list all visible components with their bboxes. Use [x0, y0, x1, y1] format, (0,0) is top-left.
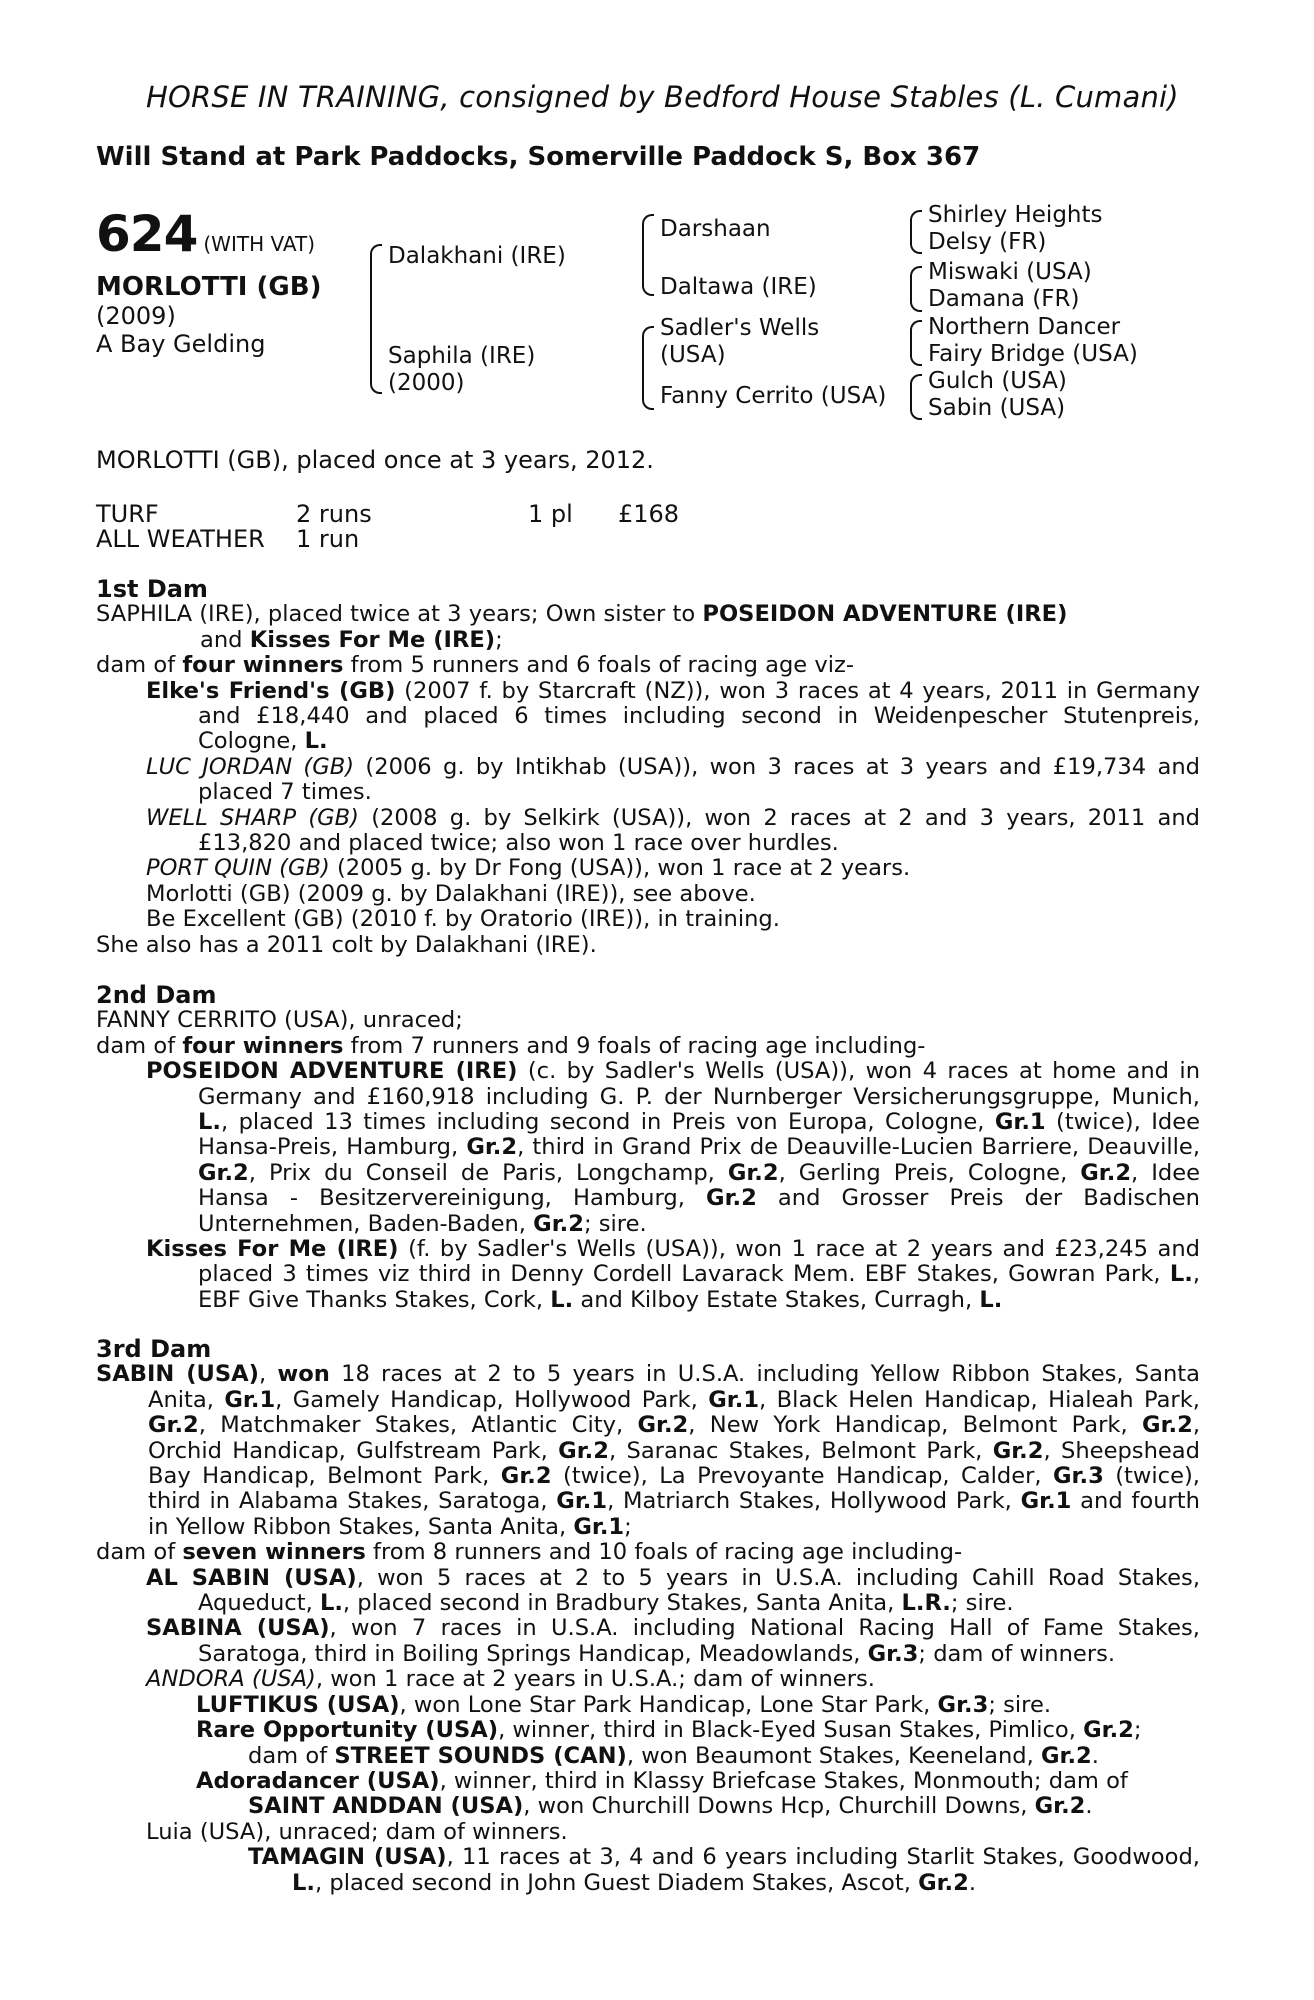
first-dam-section	[96, 577, 1200, 958]
second-dam-section	[96, 983, 1200, 1313]
pedigree-sire: Dalakhani (IRE)	[388, 243, 566, 269]
record-turf-label: TURF	[96, 500, 159, 528]
third-dam-grand-2b: dam of STREET SOUNDS (CAN), won Beaumont Stakes, Keeneland, Gr.2.	[248, 1742, 1099, 1769]
race-summary: MORLOTTI (GB), placed once at 3 years, 2012.	[96, 446, 654, 474]
record-turf-runs: 2 runs	[296, 500, 372, 528]
first-dam-progeny-5: Morlotti (GB) (2009 g. by Dalakhani (IRE)), see above.	[146, 880, 756, 907]
second-dam-progeny-1: POSEIDON ADVENTURE (IRE) (c. by Sadler's Wells (USA)), won 4 races at home and in Germany and £160,918 including G. P. der Nurnberger Versicherungsgruppe, Munich, L., placed 13 times including second in Preis von Europa, Cologne, Gr.1 (twice), Idee Hansa-Preis, Hamburg, Gr.2, third in Grand Prix de Deauville-Lucien Barriere, Deauville, Gr.2, Prix du Conseil de Paris, Longchamp, Gr.2, Gerling Preis, Cologne, Gr.2, Idee Hansa - Besitzervereinigung, Hamburg, Gr.2 and Grosser Preis der Badischen Unternehmen, Baden-Baden, Gr.2; sire.	[146, 1058, 1201, 1237]
third-dam-progeny-2: SABINA (USA), won 7 races in U.S.A. including National Racing Hall of Fame Stakes, Saratoga, third in Boiling Springs Handicap, Meadowlands, Gr.3; dam of winners.	[146, 1615, 1200, 1667]
pedigree-sss: Shirley Heights	[928, 202, 1103, 228]
record-turf-placed: 1 pl	[528, 500, 573, 528]
pedigree-brace-3b	[910, 266, 922, 312]
first-dam-progeny-3: WELL SHARP (GB) (2008 g. by Selkirk (USA)), won 2 races at 2 and 3 years, 2011 and £13,820 and placed twice; also won 1 race over hurdles.	[146, 804, 1200, 857]
third-dam-grand-4: TAMAGIN (USA), 11 races at 3, 4 and 6 years including Starlit Stakes, Goodwood, L., placed second in John Guest Diadem Stakes, Ascot, Gr.2.	[248, 1844, 1200, 1896]
third-dam-heading: 3rd Dam	[96, 1335, 212, 1363]
pedigree-brace-2a	[642, 214, 654, 296]
third-dam-grand-1: LUFTIKUS (USA), won Lone Star Park Handicap, Lone Star Park, Gr.3; sire.	[196, 1691, 1052, 1718]
pedigree-ddd: Sabin (USA)	[928, 395, 1066, 421]
third-dam-section	[96, 1337, 1200, 1896]
third-dam-progeny-3: ANDORA (USA), won 1 race at 2 years in U.S.A.; dam of winners.	[146, 1666, 875, 1693]
third-dam-grand-2: Rare Opportunity (USA), winner, third in Black-Eyed Susan Stakes, Pimlico, Gr.2;	[196, 1717, 1142, 1744]
horse-year: (2009)	[96, 302, 176, 330]
record-turf-prize: £168	[618, 500, 680, 528]
first-dam-summary: dam of four winners from 5 runners and 6 foals of racing age viz-	[96, 652, 855, 679]
pedigree-dds: Gulch (USA)	[928, 368, 1067, 394]
first-dam-progeny-1: Elke's Friend's (GB) (2007 f. by Starcraft (NZ)), won 3 races at 4 years, 2011 in Germany and £18,440 and placed 6 times including second in Weidenpescher Stutenpreis, Cologne, L.	[146, 677, 1200, 755]
second-dam-line1: FANNY CERRITO (USA), unraced;	[96, 1007, 463, 1034]
first-dam-note: She also has a 2011 colt by Dalakhani (IRE).	[96, 931, 597, 958]
lot-number-block	[96, 205, 315, 263]
third-dam-grand-3b: SAINT ANDDAN (USA), won Churchill Downs Hcp, Churchill Downs, Gr.2.	[248, 1793, 1093, 1820]
first-dam-progeny-2: LUC JORDAN (GB) (2006 g. by Intikhab (USA)), won 3 races at 3 years and £19,734 and placed 7 times.	[146, 753, 1200, 806]
page-header: HORSE IN TRAINING, consigned by Bedford House Stables (L. Cumani)	[146, 80, 1179, 114]
record-aw-runs: 1 run	[296, 525, 360, 553]
pedigree-brace-3a	[910, 210, 922, 254]
pedigree-dam-dam: Fanny Cerrito (USA)	[660, 383, 887, 409]
pedigree-dam: Saphila (IRE)	[388, 343, 536, 369]
third-dam-progeny-1: AL SABIN (USA), won 5 races at 2 to 5 years in U.S.A. including Cahill Road Stakes, Aqueduct, L., placed second in Bradbury Stakes, Santa Anita, L.R.; sire.	[146, 1564, 1201, 1617]
third-dam-progeny-4: Luia (USA), unraced; dam of winners.	[146, 1818, 568, 1845]
pedigree-dss: Northern Dancer	[928, 314, 1121, 340]
pedigree-brace-2b	[642, 326, 654, 410]
first-dam-progeny-6: Be Excellent (GB) (2010 f. by Oratorio (IRE)), in training.	[146, 906, 780, 933]
third-dam-summary: dam of seven winners from 8 runners and 10 foals of racing age including-	[96, 1539, 963, 1566]
stand-location: Will Stand at Park Paddocks, Somerville Paddock S, Box 367	[96, 142, 981, 172]
second-dam-summary: dam of four winners from 7 runners and 9 foals of racing age including-	[96, 1032, 926, 1059]
first-dam-heading: 1st Dam	[96, 575, 208, 603]
horse-description: A Bay Gelding	[96, 330, 266, 358]
third-dam-sabin: SABIN (USA), won 18 races at 2 to 5 years in U.S.A. including Yellow Ribbon Stakes, Santa Anita, Gr.1, Gamely Handicap, Hollywood Park, Gr.1, Black Helen Handicap, Hialeah Park, Gr.2, Matchmaker Stakes, Atlantic City, Gr.2, New York Handicap, Belmont Park, Gr.2, Orchid Handicap, Gulfstream Park, Gr.2, Saranac Stakes, Belmont Park, Gr.2, Sheepshead Bay Handicap, Belmont Park, Gr.2 (twice), La Prevoyante Handicap, Calder, Gr.3 (twice), third in Alabama Stakes, Saratoga, Gr.1, Matriarch Stakes, Hollywood Park, Gr.1 and fourth in Yellow Ribbon Stakes, Santa Anita, Gr.1;	[96, 1361, 1200, 1540]
pedigree-sire-sire: Darshaan	[660, 216, 771, 242]
pedigree-sire-dam: Daltawa (IRE)	[660, 274, 817, 300]
horse-name: MORLOTTI (GB)	[96, 272, 322, 302]
pedigree-sdd: Damana (FR)	[928, 286, 1080, 312]
pedigree-brace-1	[370, 244, 382, 394]
third-dam-grand-3: Adoradancer (USA), winner, third in Klassy Briefcase Stakes, Monmouth; dam of	[196, 1767, 1128, 1794]
record-aw-label: ALL WEATHER	[96, 525, 265, 553]
pedigree-dam-year: (2000)	[388, 370, 465, 396]
first-dam-intro: SAPHILA (IRE), placed twice at 3 years; Own sister to POSEIDON ADVENTURE (IRE) and Kisses For Me (IRE);	[96, 601, 1068, 653]
pedigree-dam-sire: Sadler's Wells	[660, 315, 820, 341]
pedigree-dam-sire-2: (USA)	[660, 342, 726, 368]
pedigree-brace-3c	[910, 320, 922, 366]
lot-number: 624	[96, 205, 198, 263]
pedigree-sds: Miswaki (USA)	[928, 259, 1092, 285]
pedigree-ssd: Delsy (FR)	[928, 229, 1047, 255]
pedigree-brace-3d	[910, 374, 922, 420]
first-dam-progeny-4: PORT QUIN (GB) (2005 g. by Dr Fong (USA)), won 1 race at 2 years.	[146, 855, 911, 882]
second-dam-heading: 2nd Dam	[96, 981, 217, 1009]
pedigree-dsd: Fairy Bridge (USA)	[928, 341, 1138, 367]
vat-note: (WITH VAT)	[203, 232, 316, 256]
second-dam-progeny-2: Kisses For Me (IRE) (f. by Sadler's Wells (USA)), won 1 race at 2 years and £23,245 and placed 3 times viz third in Denny Cordell Lavarack Mem. EBF Stakes, Gowran Park, L., EBF Give Thanks Stakes, Cork, L. and Kilboy Estate Stakes, Curragh, L.	[146, 1236, 1200, 1313]
